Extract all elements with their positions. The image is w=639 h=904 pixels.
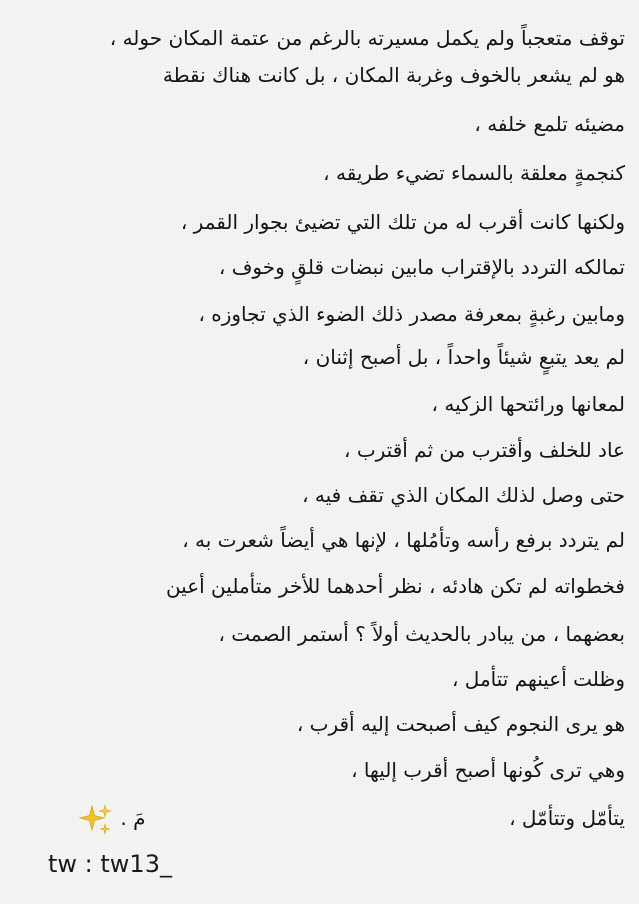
poem-line: لم يعد يتبعٍ شيئاً واحداً ، بل أصبح إثنان ، xyxy=(302,345,625,369)
poem-line: هو يرى النجوم كيف أصبحت إليه أقرب ، xyxy=(296,712,625,736)
poem-line: وظلت أعينهم تتأمل ، xyxy=(451,667,625,691)
poem-line: مضيئه تلمع خلفه ، xyxy=(474,112,625,136)
poem-line: لمعانها ورائتحها الزكيه ، xyxy=(431,392,625,416)
sparkles-icon xyxy=(78,802,114,838)
poem-line: وهي ترى كُونها أصبح أقرب إليها ، xyxy=(351,758,625,782)
poem-line: توقف متعجباً ولم يكمل مسيرته بالرغم من عتمة المكان حوله ، xyxy=(109,26,625,50)
poem-line: فخطواته لم تكن هادئه ، نظر أحدهما للأخر متأملين أعين xyxy=(165,574,625,598)
poem-line: لم يتردد برفع رأسه وتأمُلها ، لإنها هي أيضاً شعرت به ، xyxy=(182,528,625,552)
signature-text: مَ . xyxy=(120,806,146,830)
poem-line: بعضهما ، من يبادر بالحديث أولاً ؟ أستمر الصمت ، xyxy=(218,622,625,646)
poem-line: تمالكه التردد بالإقتراب مابين نبضات قلقٍ وخوف ، xyxy=(218,255,625,279)
poem-line: كنجمةٍ معلقة بالسماء تضيء طريقه ، xyxy=(323,161,625,185)
poem-line: هو لم يشعر بالخوف وغربة المكان ، بل كانت هناك نقطة xyxy=(162,63,625,87)
poem-line: عاد للخلف وأقترب من ثم أقترب ، xyxy=(344,438,625,462)
signature xyxy=(78,798,145,838)
poem-line: ولكنها كانت أقرب له من تلك التي تضيئ بجوار القمر ، xyxy=(180,210,625,234)
poem-line: ومابين رغبةٍ بمعرفة مصدر ذلك الضوء الذي تجاوزه ، xyxy=(198,302,625,326)
poem-line: يتأمّل وتتأمّل ، xyxy=(509,806,625,830)
twitter-handle: tw : tw13_ xyxy=(48,850,172,878)
poem-line: حتى وصل لذلك المكان الذي تقف فيه ، xyxy=(302,483,625,507)
